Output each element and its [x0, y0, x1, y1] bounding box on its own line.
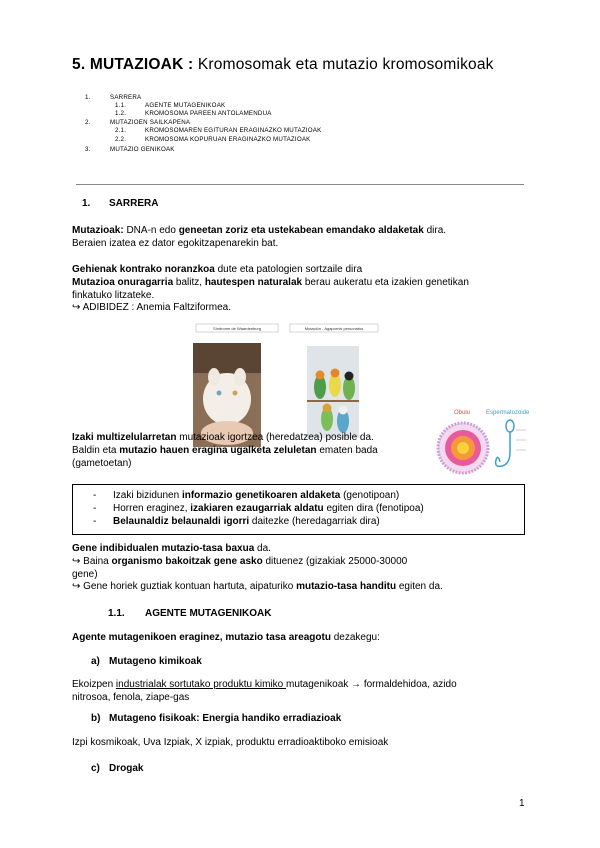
horizontal-rule	[76, 184, 524, 185]
toc-item-3: MUTAZIO GENIKOAK	[110, 146, 175, 153]
section-1-title: SARRERA	[109, 198, 159, 209]
page-title: 5. MUTAZIOAK : Kromosomak eta mutazio kromosomikoak	[72, 56, 494, 73]
paragraph-izaki-multizelular: Izaki multizelularretan mutazioak igortzea (heredatzea) posible da. Baldin eta mutazio hauen eragina ugalketa zeluletan ematen bada (gametoetan)	[72, 432, 378, 469]
subsection-c-label: c)	[91, 763, 100, 774]
gamete-diagram	[430, 404, 530, 484]
ovule-label: Obulu	[454, 410, 471, 416]
paragraph-fisikoak: Izpi kosmikoak, Uva Izpiak, X izpiak, produktu erradioaktiboko emisioak	[72, 737, 389, 748]
toc-item-2-2: KROMOSOMA KOPURUAN ERAGINAZKO MUTAZIOAK	[145, 136, 311, 143]
section-1-1-number: 1.1.	[108, 608, 125, 619]
paragraph-mutazioak: Mutazioak: DNA-n edo geneetan zoriz eta ustekabean emandako aldaketak dira. Beraien izatea ez dator egokitzapenarekin bat.	[72, 225, 447, 249]
subsection-a-label: a)	[91, 656, 100, 667]
section-1-1-title: AGENTE MUTAGENIKOAK	[145, 608, 272, 619]
section-1-number: 1.	[82, 198, 91, 209]
toc-num-2: 2.	[85, 119, 91, 126]
box-line-2: - Horren eraginez, izakiaren ezaugarriak aldatu egiten dira (fenotipoa)	[93, 503, 424, 514]
sperm-icon	[506, 420, 514, 432]
box-line-3: - Belaunaldiz belaunaldi igorri daitezke (heredagarriak dira)	[93, 516, 380, 527]
subsection-b-label: b)	[91, 713, 101, 724]
cat-caption: Síndrome de Waardenburg	[212, 326, 262, 331]
toc-num-2-1: 2.1.	[115, 127, 127, 134]
toc-item-1: SARRERA	[110, 94, 142, 101]
toc-num-3: 3.	[85, 146, 91, 153]
toc-item-2-1: KROMOSOMAREN EGITURAN ERAGINAZKO MUTAZIOAK	[145, 127, 322, 134]
subsection-b-title: Mutageno fisikoak: Energia handiko erradiazioak	[109, 713, 342, 724]
toc-num-1-2: 1.2.	[115, 110, 127, 117]
page-number: 1	[519, 798, 525, 809]
toc-num-1: 1.	[85, 94, 91, 101]
bird-caption: Mutación - Agapornis personatus	[304, 326, 364, 331]
toc-item-1-2: KROMOSOMA PAREEN ANTOLAMENDUA	[145, 110, 272, 117]
box-line-1: - Izaki bizidunen informazio genetikoaren aldaketa (genotipoan)	[93, 490, 400, 501]
toc-item-2: MUTAZIOEN SAILKAPENA	[110, 119, 191, 126]
sperm-label: Espermatozoide	[486, 410, 530, 416]
toc-num-1-1: 1.1.	[115, 102, 127, 109]
subsection-c-title: Drogak	[109, 763, 144, 774]
toc-item-1-1: AGENTE MUTAGENIKOAK	[145, 102, 226, 109]
paragraph-gehienak: Gehienak kontrako noranzkoa dute eta patologien sortzaile dira Mutazioa onuragarria balitz, hautespen naturalak berau aukeratu eta izakien genetikan finkatuko litzateke. ↪ ADIBIDEZ : Anemia Faltziformea.	[72, 264, 469, 314]
toc-num-2-2: 2.2.	[115, 136, 127, 143]
paragraph-agente: Agente mutagenikoen eraginez, mutazio tasa areagotu dezakegu:	[72, 632, 380, 643]
paragraph-kimikoak: Ekoizpen industrialak sortutako produktu kimiko mutagenikoak → formaldehidoa, azido nitrosoa, fenola, ziape-gas	[72, 679, 457, 703]
subsection-a-title: Mutageno kimikoak	[109, 656, 202, 667]
paragraph-mutazio-tasa: Gene indibidualen mutazio-tasa baxua da. ↪ Baina organismo bakoitzak gene asko dituenez (gizakiak 25000-30000 gene) ↪ Gene horiek guztiak kontuan hartuta, aipaturiko mutazio-tasa handitu egiten da.	[72, 543, 443, 593]
